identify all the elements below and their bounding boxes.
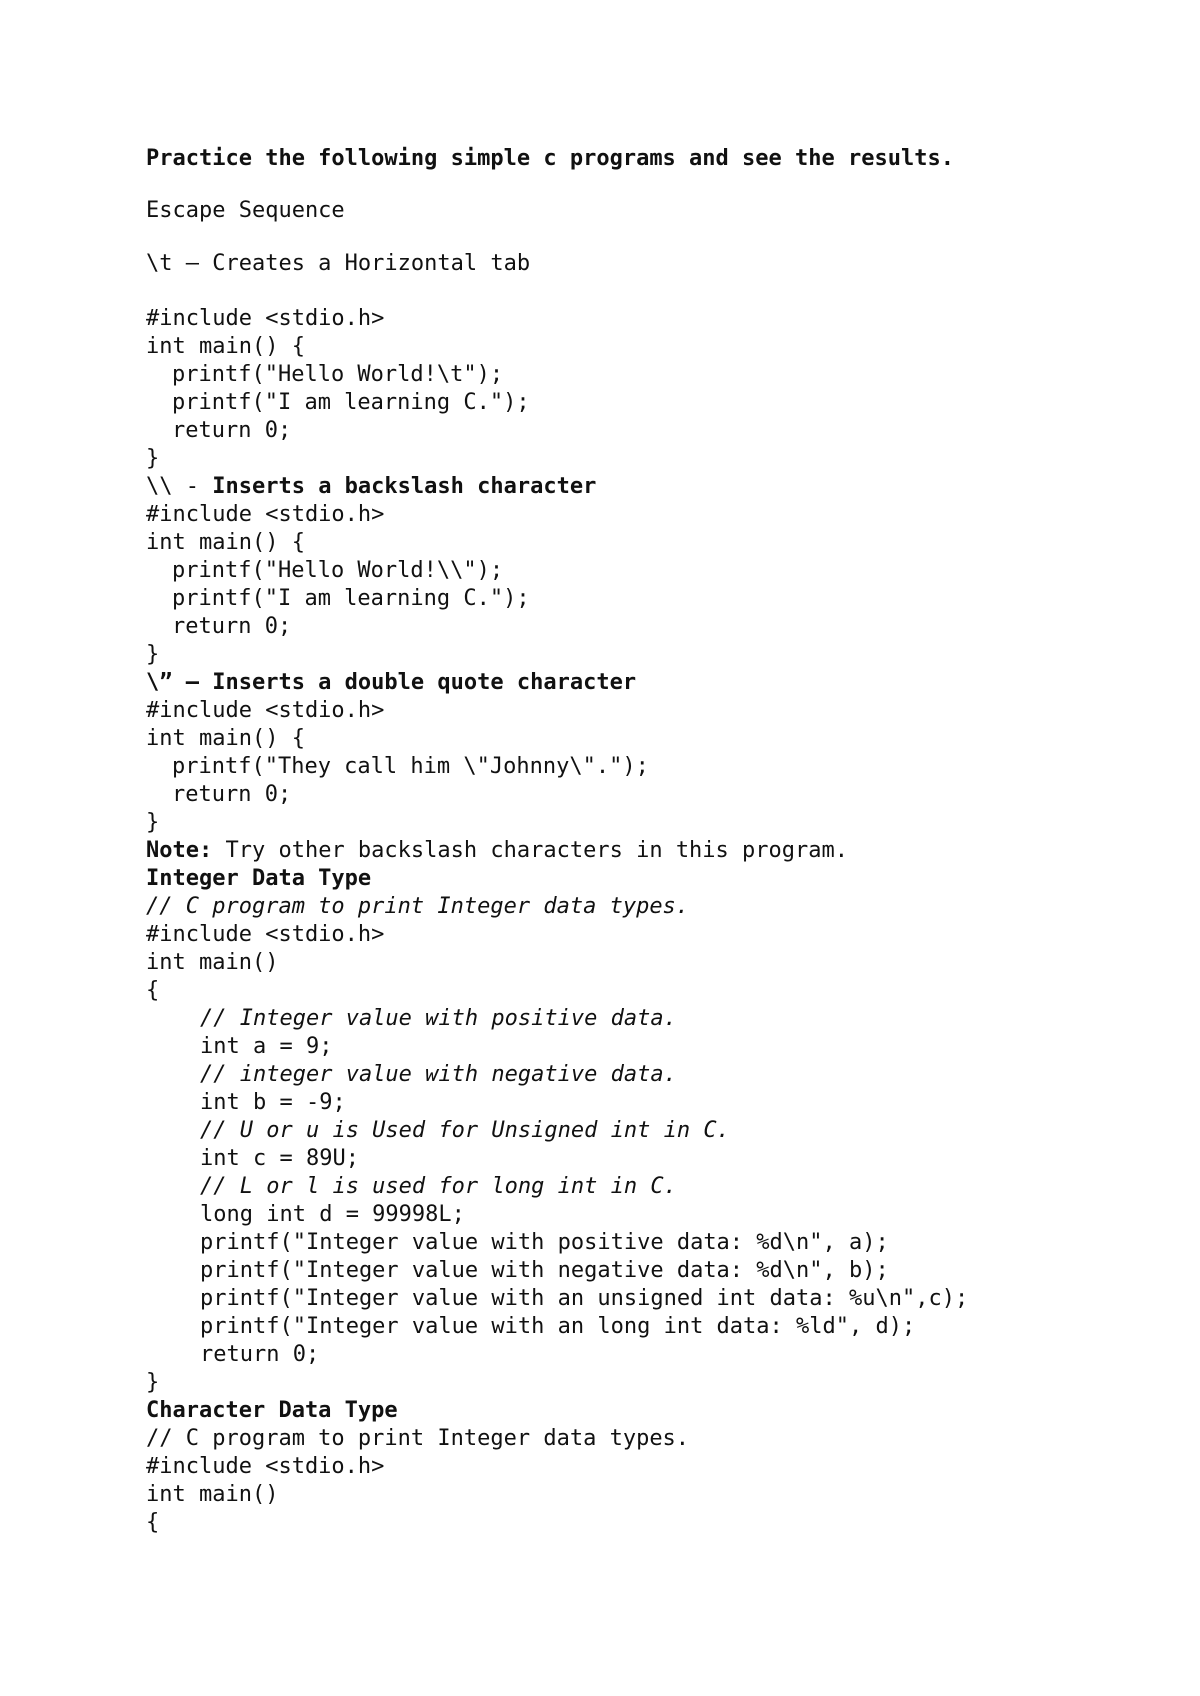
backslash-example-heading bbox=[146, 473, 596, 501]
code-line: int a = 9; bbox=[200, 1034, 333, 1059]
section-title-character: Character Data Type bbox=[146, 1398, 398, 1423]
code-line: return 0; bbox=[200, 1342, 320, 1367]
code-line: } bbox=[146, 642, 160, 667]
code-line: int b = -9; bbox=[200, 1090, 346, 1115]
heading-prefix: \\ - bbox=[146, 474, 213, 499]
code-comment: // Integer value with positive data. bbox=[200, 1006, 677, 1031]
code-line: long int d = 99998L; bbox=[200, 1202, 465, 1227]
code-comment: // integer value with negative data. bbox=[200, 1062, 677, 1087]
code-line: printf("They call him \"Johnny\"."); bbox=[172, 754, 649, 779]
section-title-escape-sequence: Escape Sequence bbox=[146, 198, 345, 223]
code-comment: // U or u is Used for Unsigned int in C. bbox=[200, 1118, 730, 1143]
code-line: int main() { bbox=[146, 530, 305, 555]
code-line: int main() bbox=[146, 950, 279, 975]
code-line: printf("Integer value with an unsigned int data: %u\n",c); bbox=[200, 1286, 969, 1311]
code-line: return 0; bbox=[172, 782, 292, 807]
code-line: return 0; bbox=[172, 418, 292, 443]
code-line: int main() { bbox=[146, 334, 305, 359]
code-line: return 0; bbox=[172, 614, 292, 639]
code-line: #include <stdio.h> bbox=[146, 502, 385, 527]
code-line: { bbox=[146, 978, 160, 1003]
code-line: int c = 89U; bbox=[200, 1146, 359, 1171]
quote-example-heading: \” – Inserts a double quote character bbox=[146, 670, 637, 695]
code-line: printf("Integer value with an long int data: %ld", d); bbox=[200, 1314, 916, 1339]
code-line: printf("Hello World!\t"); bbox=[172, 362, 504, 387]
code-line: int main() bbox=[146, 1482, 279, 1507]
note-text: Try other backslash characters in this program. bbox=[212, 838, 848, 863]
code-line: } bbox=[146, 810, 160, 835]
heading-bold-text: Inserts a backslash character bbox=[212, 474, 597, 499]
code-line: printf("Integer value with positive data: %d\n", a); bbox=[200, 1230, 889, 1255]
section-title-integer: Integer Data Type bbox=[146, 866, 372, 891]
code-line: #include <stdio.h> bbox=[146, 306, 385, 331]
code-comment: // C program to print Integer data types. bbox=[146, 1426, 690, 1451]
code-line: #include <stdio.h> bbox=[146, 698, 385, 723]
code-comment: // L or l is used for long int in C. bbox=[200, 1174, 677, 1199]
code-line: } bbox=[146, 446, 160, 471]
code-line: #include <stdio.h> bbox=[146, 922, 385, 947]
note-label: Note: bbox=[146, 838, 213, 863]
code-line: { bbox=[146, 1510, 160, 1535]
code-comment: // C program to print Integer data types. bbox=[146, 894, 690, 919]
intro-heading: Practice the following simple c programs and see the results. bbox=[146, 146, 954, 171]
code-line: int main() { bbox=[146, 726, 305, 751]
code-line: printf("I am learning C."); bbox=[172, 390, 530, 415]
code-line: printf("Hello World!\\"); bbox=[172, 558, 504, 583]
note bbox=[146, 837, 848, 865]
code-line: #include <stdio.h> bbox=[146, 1454, 385, 1479]
code-line: printf("Integer value with negative data: %d\n", b); bbox=[200, 1258, 889, 1283]
code-line: printf("I am learning C."); bbox=[172, 586, 530, 611]
code-line: } bbox=[146, 1370, 160, 1395]
tab-example-heading: \t – Creates a Horizontal tab bbox=[146, 251, 531, 276]
